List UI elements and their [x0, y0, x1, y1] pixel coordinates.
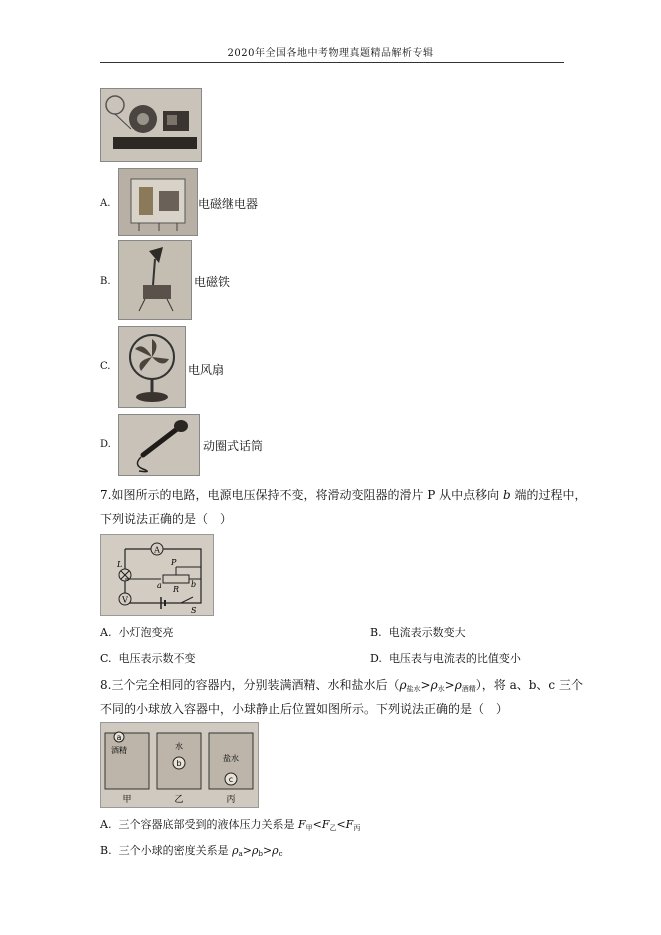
q7-stem-b-var: b: [502, 488, 511, 502]
q8-container-yi: 乙: [174, 795, 184, 805]
option-d-caption: 动圈式话筒: [203, 439, 264, 453]
option-d-letter: D.: [100, 439, 111, 450]
q8-r2-sub: b: [258, 850, 263, 858]
q7-option-d: [370, 650, 521, 666]
option-c-caption: 电风扇: [188, 363, 225, 377]
q8-rho-saltwater: ρ: [399, 678, 407, 692]
q8-stem-text-b: ），将 a、b、c 三个: [475, 678, 583, 692]
q8-liquid-saltwater: 盐水: [223, 754, 239, 763]
q8-sub-alcohol: 酒精: [461, 685, 476, 693]
q8-ball-b-label: b: [176, 759, 182, 768]
q7-option-b-letter: B.: [370, 626, 382, 639]
q8-rho-alcohol: ρ: [454, 678, 462, 692]
q8-f3: F: [345, 818, 354, 831]
header-divider: [100, 62, 564, 63]
q8-f1-sub: 甲: [305, 824, 313, 832]
q7-option-b-text: 电流表示数变大: [388, 626, 466, 639]
option-b-letter: B.: [100, 276, 111, 287]
q7-option-d-letter: D.: [370, 652, 382, 665]
q8-r1-sub: a: [238, 850, 243, 858]
q8-f2: F: [321, 818, 330, 831]
q7-option-c-letter: C.: [100, 652, 112, 665]
page-header: 2020年全国各地中考物理真题精品解析专辑: [227, 48, 434, 59]
q7-option-d-text: 电压表与电流表的比值变小: [388, 652, 521, 665]
q7-option-a-text: 小灯泡变亮: [118, 626, 174, 639]
q7-s-label: S: [191, 606, 197, 615]
q8-sub-water: 水: [437, 685, 445, 693]
q8-container-bing: 丙: [226, 795, 236, 805]
q7-option-c: [100, 650, 196, 666]
microphone-photo: [118, 414, 200, 476]
q8-option-a: A. 三个容器底部受到的液体压力关系是 $F_甲<F_乙<F_丙$: [100, 818, 361, 832]
relay-photo: [118, 168, 198, 236]
q7-p-label: P: [171, 558, 177, 567]
q8-option-b-text: 三个小球的密度关系是: [118, 844, 233, 857]
q7-option-b: [370, 624, 466, 640]
option-c-letter: C.: [100, 361, 111, 372]
q8-r3: ρ: [272, 844, 279, 857]
q7-option-c-text: 电压表示数不变: [118, 652, 196, 665]
q8-option-b: B. 三个小球的密度关系是 $\rho_a>\rho_b>\rho_c$: [100, 844, 283, 858]
q8-stem-text-a: 8.三个完全相同的容器内，分别装满酒精、水和盐水后（: [100, 678, 400, 692]
q7-r-label: R: [173, 585, 180, 594]
question-8-stem-line1: 8.三个完全相同的容器内，分别装满酒精、水和盐水后$(\rho_{盐水}>\rho_水>\rho_{酒精})$，将 a、b、c 三个: [100, 678, 583, 693]
q7-option-a: [100, 624, 173, 640]
q8-rho-water: ρ: [430, 678, 438, 692]
q8-f3-sub: 丙: [353, 824, 361, 832]
q8-f1: F: [297, 818, 306, 831]
q8-f2-sub: 乙: [329, 824, 337, 832]
q8-option-b-letter: B.: [100, 844, 112, 857]
q8-liquid-water: 水: [175, 742, 183, 751]
q7-b-label: b: [191, 580, 197, 589]
q7-stem-text-a: 7.如图所示的电路，电源电压保持不变，将滑动变阻器的滑片 P 从中点移向: [100, 488, 503, 502]
q7-a-label: a: [157, 581, 162, 590]
q8-container-jia: 甲: [122, 795, 132, 805]
q7-lamp-label: L: [117, 560, 123, 569]
question-7-stem-line2: 下列说法正确的是（ ）: [100, 512, 233, 526]
question-7-stem-line1: [100, 486, 587, 503]
q8-option-a-letter: A.: [100, 818, 112, 831]
option-a-caption: 电磁继电器: [198, 197, 259, 211]
q8-r3-sub: c: [278, 850, 283, 858]
q8-r2: ρ: [251, 844, 259, 857]
q7-ammeter-label: A: [154, 545, 160, 555]
q7-option-a-letter: A.: [100, 626, 112, 639]
q7-voltmeter-label: V: [122, 595, 128, 605]
q7-stem-text-c: 端的过程中，: [510, 488, 587, 502]
q8-ball-a-label: a: [116, 733, 122, 742]
electromagnet-photo: [118, 240, 192, 320]
q8-sub-saltwater: 盐水: [406, 685, 421, 693]
option-a-letter: A.: [100, 198, 111, 209]
q8-r1: ρ: [232, 844, 239, 857]
option-b-caption: 电磁铁: [194, 275, 231, 289]
motor-device-photo: [100, 88, 202, 162]
fan-photo: [118, 326, 186, 408]
question-8-stem-line2: 不同的小球放入容器中，小球静止后位置如图所示。下列说法正确的是（ ）: [100, 702, 509, 716]
q8-liquid-alcohol: 酒精: [111, 746, 127, 755]
q8-ball-c-label: c: [228, 775, 234, 784]
q8-containers-diagram: [100, 722, 259, 808]
q7-circuit-diagram: [100, 534, 214, 616]
q8-option-a-text: 三个容器底部受到的液体压力关系是: [118, 818, 298, 831]
